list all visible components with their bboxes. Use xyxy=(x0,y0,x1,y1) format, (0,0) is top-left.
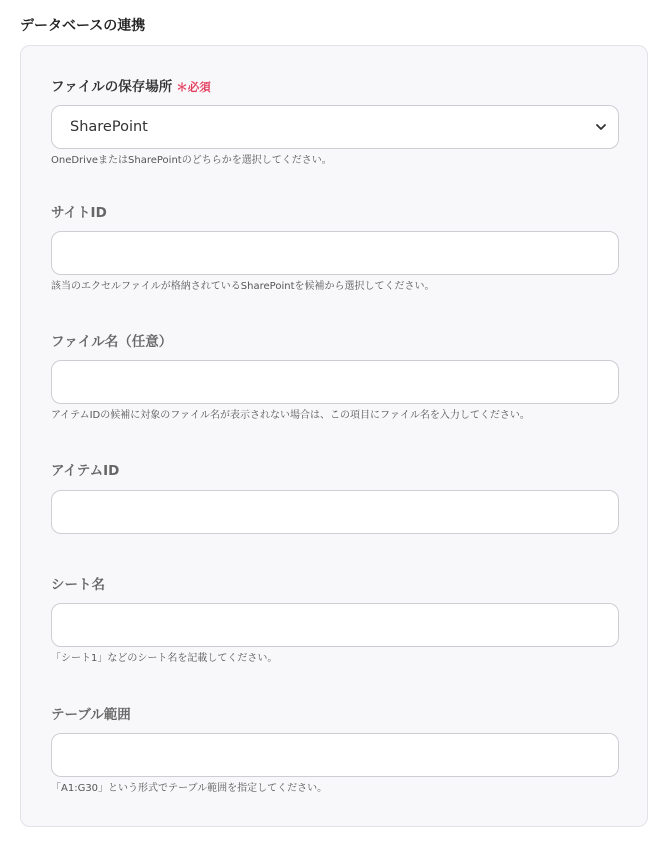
site-id-label: サイトID xyxy=(51,205,107,221)
site-id-help: 該当のエクセルファイルが格納されているSharePointを候補から選択してください。 xyxy=(51,281,435,292)
storage-label xyxy=(51,78,211,96)
sheet-name-input[interactable] xyxy=(51,603,619,647)
sheet-name-label: シート名 xyxy=(51,577,105,593)
file-name-input[interactable] xyxy=(51,360,619,404)
required-badge: ＊必須 xyxy=(176,80,211,94)
file-name-label: ファイル名（任意） xyxy=(51,334,173,350)
table-range-field xyxy=(51,706,619,798)
table-range-label: テーブル範囲 xyxy=(51,707,131,723)
table-range-input[interactable] xyxy=(51,733,619,777)
site-id-field xyxy=(51,204,619,296)
file-name-help: アイテムIDの候補に対象のファイル名が表示されない場合は、この項目にファイル名を入力してください。 xyxy=(51,410,530,421)
storage-help: OneDriveまたはSharePointのどちらかを選択してください。 xyxy=(51,155,332,166)
storage-select[interactable] xyxy=(51,105,619,149)
item-id-field xyxy=(51,462,619,534)
table-range-help: 「A1:G30」という形式でテーブル範囲を指定してください。 xyxy=(51,783,328,794)
storage-label-text: ファイルの保存場所 xyxy=(51,79,173,95)
sheet-name-help: 「シート1」などのシート名を記載してください。 xyxy=(51,653,278,664)
chevron-down-icon xyxy=(596,122,606,132)
storage-select-value: SharePoint xyxy=(70,119,148,135)
database-settings-panel xyxy=(20,45,648,827)
file-name-field xyxy=(51,333,619,425)
storage-field xyxy=(51,78,619,170)
item-id-label: アイテムID xyxy=(51,463,120,479)
section-title: データベースの連携 xyxy=(20,18,146,34)
item-id-input[interactable] xyxy=(51,490,619,534)
sheet-name-field xyxy=(51,576,619,668)
site-id-input[interactable] xyxy=(51,231,619,275)
